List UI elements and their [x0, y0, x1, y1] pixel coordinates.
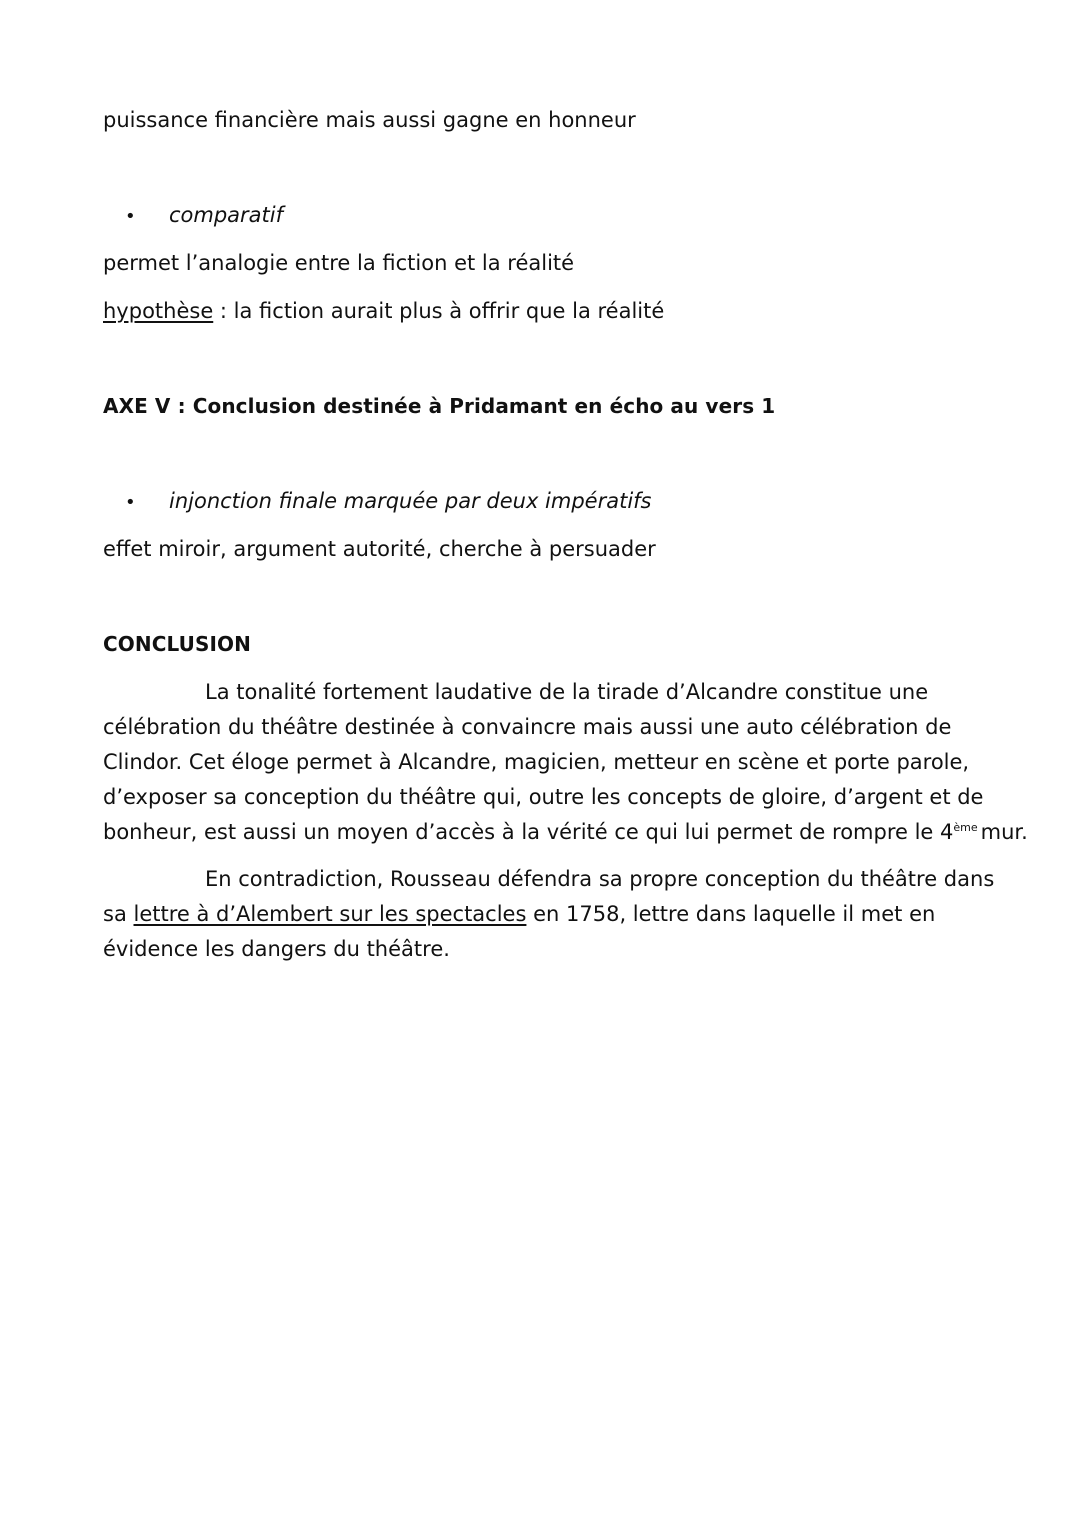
superscript: ème [953, 821, 978, 834]
conclusion-heading: CONCLUSION [103, 632, 251, 656]
bullet-item [125, 201, 283, 231]
text-line: permet l’analogie entre la fiction et la réalité [103, 251, 575, 275]
bullet-item [125, 487, 652, 517]
paragraph-line [103, 900, 935, 928]
paragraph-line: évidence les dangers du théâtre. [103, 937, 450, 961]
bullet-icon: • [125, 492, 136, 513]
text-line: effet miroir, argument autorité, cherche à persuader [103, 537, 656, 561]
text-line: puissance financière mais aussi gagne en honneur [103, 108, 636, 132]
paragraph-text: en 1758, lettre dans laquelle il met en [526, 902, 936, 926]
hypothesis-label: hypothèse [103, 299, 214, 323]
hypothesis-text: : la fiction aurait plus à offrir que la réalité [213, 299, 665, 323]
bullet-icon: • [125, 206, 136, 227]
paragraph-line: En contradiction, Rousseau défendra sa propre conception du théâtre dans [205, 867, 995, 891]
paragraph-text: mur. [980, 820, 1028, 844]
paragraph-line: célébration du théâtre destinée à convaincre mais aussi une auto célébration de [103, 715, 952, 739]
paragraph-line: Clindor. Cet éloge permet à Alcandre, magicien, metteur en scène et porte parole, [103, 750, 970, 774]
bullet-label: comparatif [169, 203, 284, 227]
hypothesis-line [103, 297, 664, 325]
book-title: lettre à d’Alembert sur les spectacles [133, 902, 527, 926]
paragraph-line [103, 818, 1028, 846]
paragraph-text: sa [103, 902, 134, 926]
axe-heading: AXE V : Conclusion destinée à Pridamant en écho au vers 1 [103, 394, 776, 418]
paragraph-line: La tonalité fortement laudative de la tirade d’Alcandre constitue une [205, 680, 929, 704]
paragraph-line: d’exposer sa conception du théâtre qui, outre les concepts de gloire, d’argent et de [103, 785, 984, 809]
paragraph-text: bonheur, est aussi un moyen d’accès à la vérité ce qui lui permet de rompre le 4 [103, 820, 954, 844]
bullet-label: injonction finale marquée par deux impératifs [169, 489, 652, 513]
